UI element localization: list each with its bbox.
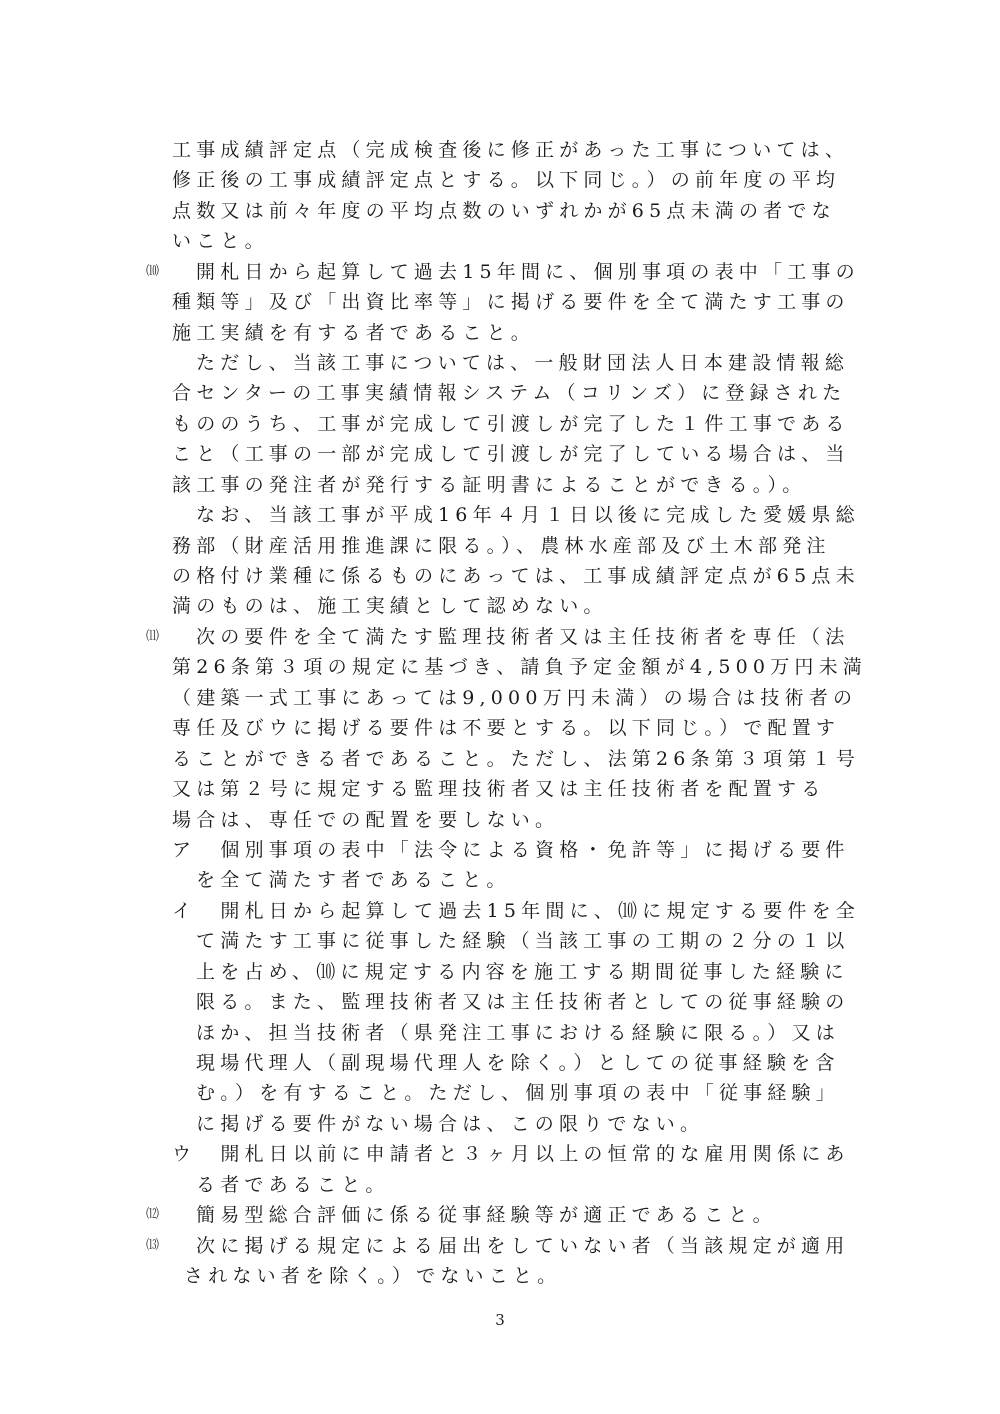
- text-line: いこと。: [172, 230, 269, 252]
- sub-item-u: ウ 開札日以前に申請者と３ヶ月以上の恒常的な雇用関係にあ: [172, 1143, 850, 1165]
- sub-item-i: イ 開札日から起算して過去15年間に、⑽に規定する要件を全: [172, 900, 860, 922]
- text-line: 合センターの工事実績情報システム（コリンズ）に登録された: [172, 382, 847, 404]
- text-line: 又は第２号に規定する監理技術者又は主任技術者を配置する: [172, 778, 826, 800]
- text-line: こと（工事の一部が完成して引渡しが完了している場合は、当: [172, 443, 850, 465]
- text-line: 上を占め、⑽に規定する内容を施工する期間従事した経験に: [196, 961, 849, 983]
- text-line: 次に掲げる規定による届出をしていない者（当該規定が適用: [196, 1235, 850, 1257]
- text-line: ることができる者であること。ただし、法第26条第３項第１号: [172, 748, 860, 770]
- text-line: 施工実績を有する者であること。: [172, 322, 536, 344]
- text-line: 限る。また、監理技術者又は主任技術者としての従事経験の: [196, 991, 850, 1013]
- item-number-11: ⑾: [146, 629, 160, 644]
- text-line: の格付け業種に係るものにあっては、工事成績評定点が65点未: [172, 565, 860, 587]
- text-line: 該工事の発注者が発行する証明書によることができる。）。: [172, 474, 807, 496]
- text-line: されない者を除く。）でないこと。: [184, 1265, 562, 1287]
- text-line: 現場代理人（副現場代理人を除く。）としての従事経験を含: [196, 1052, 840, 1074]
- text-line: 簡易型総合評価に係る従事経験等が適正であること。: [196, 1204, 777, 1226]
- text-line: 務部（財産活用推進課に限る。）、農林水産部及び土木部発注: [172, 535, 831, 557]
- text-line: 専任及びウに掲げる要件は不要とする。以下同じ。）で配置す: [172, 717, 841, 739]
- text-line: 場合は、専任での配置を要しない。: [172, 809, 560, 831]
- item-number-10: ⑽: [146, 264, 160, 279]
- text-line: ほか、担当技術者（県発注工事における経験に限る。）又は: [196, 1022, 840, 1044]
- item-number-13: ⒀: [146, 1238, 160, 1253]
- text-line: 次の要件を全て満たす監理技術者又は主任技術者を専任（法: [196, 626, 850, 648]
- text-line: ただし、当該工事については、一般財団法人日本建設情報総: [196, 352, 850, 374]
- text-line: 点数又は前々年度の平均点数のいずれかが65点未満の者でな: [172, 200, 836, 222]
- text-line: 工事成績評定点（完成検査後に修正があった工事については、: [172, 139, 850, 161]
- text-line: 満のものは、施工実績として認めない。: [172, 595, 608, 617]
- text-line: 修正後の工事成績評定点とする。以下同じ。）の前年度の平均: [172, 169, 841, 191]
- page-number: 3: [495, 1311, 505, 1329]
- text-line: る者であること。: [196, 1174, 390, 1196]
- text-line: を全て満たす者であること。: [196, 869, 511, 891]
- text-line: もののうち、工事が完成して引渡しが完了した１件工事である: [172, 413, 850, 435]
- text-line: 第26条第３項の規定に基づき、請負予定金額が4,500万円未満: [172, 656, 868, 678]
- item-number-12: ⑿: [146, 1207, 160, 1222]
- text-line: （建築一式工事にあっては9,000万円未満）の場合は技術者の: [172, 687, 858, 709]
- text-line: 種類等」及び「出資比率等」に掲げる要件を全て満たす工事の: [172, 291, 850, 313]
- text-line: なお、当該工事が平成16年４月１日以後に完成した愛媛県総: [196, 504, 860, 526]
- sub-item-a: ア 個別事項の表中「法令による資格・免許等」に掲げる要件: [172, 839, 850, 861]
- text-line: に掲げる要件がない場合は、この限りでない。: [196, 1113, 705, 1135]
- text-line: む。）を有すること。ただし、個別事項の表中「従事経験」: [196, 1082, 840, 1104]
- text-line: て満たす工事に従事した経験（当該工事の工期の２分の１以: [196, 930, 850, 952]
- text-line: 開札日から起算して過去15年間に、個別事項の表中「工事の: [196, 261, 860, 283]
